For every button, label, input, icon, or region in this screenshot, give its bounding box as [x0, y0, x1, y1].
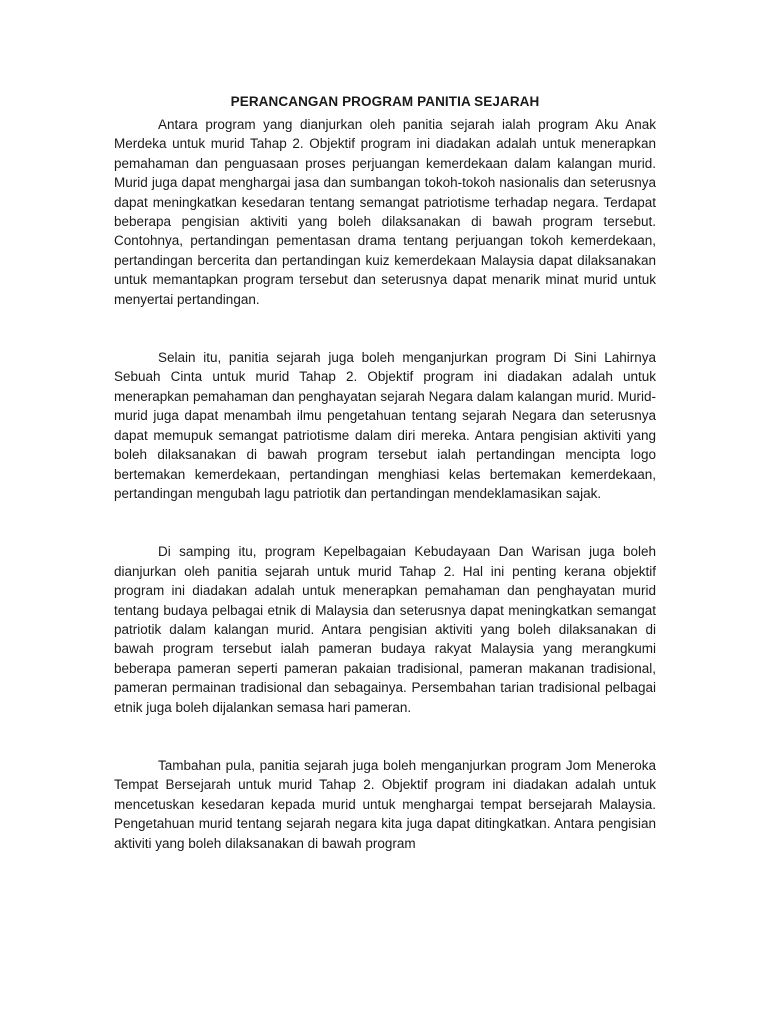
- paragraph-spacer: [114, 717, 656, 756]
- paragraph-spacer: [114, 503, 656, 542]
- paragraph-kepelbagaian-kebudayaan: Di samping itu, program Kepelbagaian Kebudayaan Dan Warisan juga boleh dianjurkan oleh panitia sejarah untuk murid Tahap 2. Hal ini penting kerana objektif program ini diadakan adalah untuk menerapkan pemahaman dan penghayatan murid tentang budaya pelbagai etnik di Malaysia dan seterusnya dapat meningkatkan semangat patriotik dalam kalangan murid. Antara pengisian aktiviti yang boleh dilaksanakan di bawah program tersebut ialah pameran budaya rakyat Malaysia yang merangkumi beberapa pameran seperti pameran pakaian tradisional, pameran makanan tradisional, pameran permainan tradisional dan sebagainya. Persembahan tarian tradisional pelbagai etnik juga boleh dijalankan semasa hari pameran.: [114, 544, 656, 715]
- paragraph-aku-anak-merdeka: Antara program yang dianjurkan oleh panitia sejarah ialah program Aku Anak Merdeka untuk murid Tahap 2. Objektif program ini diadakan adalah untuk menerapkan pemahaman dan penguasaan proses perjuangan kemerdekaan dalam kalangan murid. Murid juga dapat menghargai jasa dan sumbangan tokoh-tokoh nasionalis dan seterusnya dapat meningkatkan kesedaran tentang semangat patriotisme terhadap negara. Terdapat beberapa pengisian aktiviti yang boleh dilaksanakan di bawah program tersebut. Contohnya, pertandingan pementasan drama tentang perjuangan tokoh kemerdekaan, pertandingan bercerita dan pertandingan kuiz kemerdekaan Malaysia dapat dilaksanakan untuk memantapkan program tersebut dan seterusnya dapat menarik minat murid untuk menyertai pertandingan.: [114, 117, 656, 307]
- paragraph-spacer: [114, 309, 656, 348]
- document-page: [114, 93, 656, 853]
- paragraph-di-sini-lahirnya: Selain itu, panitia sejarah juga boleh menganjurkan program Di Sini Lahirnya Sebuah Cinta untuk murid Tahap 2. Objektif program ini diadakan adalah untuk menerapkan pemahaman dan penghayatan sejarah Negara dalam kalangan murid. Murid-murid juga dapat menambah ilmu pengetahuan tentang sejarah Negara dan seterusnya dapat memupuk semangat patriotisme dalam diri mereka. Antara pengisian aktiviti yang boleh dilaksanakan di bawah program tersebut ialah pertandingan mencipta logo bertemakan kemerdekaan, pertandingan menghiasi kelas bertemakan kemerdekaan, pertandingan mengubah lagu patriotik dan pertandingan mendeklamasikan sajak.: [114, 350, 656, 501]
- paragraph-jom-meneroka: Tambahan pula, panitia sejarah juga boleh menganjurkan program Jom Meneroka Tempat Bersejarah untuk murid Tahap 2. Objektif program ini diadakan adalah untuk mencetuskan kesedaran kepada murid untuk menghargai tempat bersejarah Malaysia. Pengetahuan murid tentang sejarah negara kita juga dapat ditingkatkan. Antara pengisian aktiviti yang boleh dilaksanakan di bawah program: [114, 757, 656, 851]
- document-title: PERANCANGAN PROGRAM PANITIA SEJARAH: [230, 94, 540, 109]
